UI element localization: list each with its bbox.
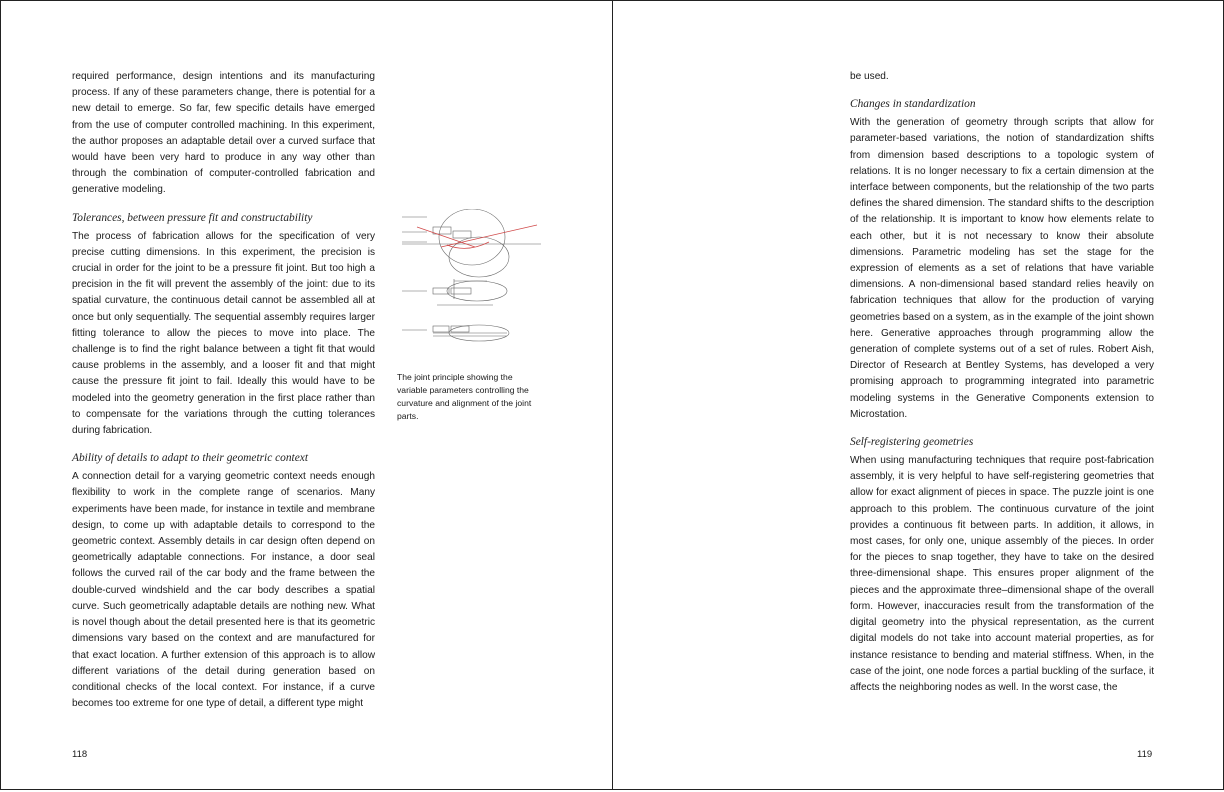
diagram-section-top: [402, 209, 541, 277]
paragraph-adaptable-details: A connection detail for a varying geometric context needs enough flexibility to work in the complete range of scenarios. Many experiments have been made, for instance in textile and membrane design, to come up with adaptable details to correspond to the geometric context. Assembly details in car design often depend on geometrically adaptable connections. For instance, a door seal follows the curved rail of the car body and the frame between the double-curved windshield and the car body describes a spatial curve. Such geometrically adaptable details are nothing new. What is novel though about the detail presented here is that its geometric dimensions vary based on the context and are manufactured for that exact location. A further extension of this approach is to allow different variations of the detail during generation based on conditional checks of the local context. For instance, if a curve becomes too extreme for one type of detail, a different type might: [72, 471, 375, 710]
paragraph-self-registering: When using manufacturing techniques that require post-fabrication assembly, it is very helpful to have self-registering geometries that allow for exact alignment of pieces in space. The puzzle joint is one approach to this problem. The continuous curvature of the joint provides a continuous fit between parts. In addition, it allows, in most cases, for only one, unique assembly of the pieces. In order for the pieces to snap together, they have to take on the desired three-dimensional shape. This ensures proper alignment of the pieces and the approximate three–dimensional shape of the overall form. However, inaccuracies result from the transformation of the digital geometry into the physical representation, as the current digital models do not take into account material properties, as for instance resistance to bending and material stiffness. When, in the case of the joint, one node forces a partial buckling of the surface, it affects the neighboring nodes as well. In the worst case, the: [850, 455, 1154, 693]
joint-diagram-svg: [397, 209, 543, 353]
heading-self-registering: Self-registering geometries: [850, 436, 974, 449]
joint-diagram: [397, 209, 543, 353]
heading-tolerances: Tolerances, between pressure fit and constructability: [72, 211, 313, 224]
right-text-column: [850, 69, 1154, 696]
left-text-column: [72, 69, 375, 712]
page-number-left: 118: [72, 749, 88, 760]
figure-caption: The joint principle showing the variable parameters controlling the curvature and alignment of the joint parts.: [397, 371, 532, 422]
diagram-curvature-lines: [417, 225, 537, 248]
heading-adaptable-details: Ability of details to adapt to their geometric context: [72, 452, 308, 465]
left-page: [0, 0, 613, 790]
diagram-section-middle: [402, 279, 507, 305]
paragraph-standardization: With the generation of geometry through scripts that allow for parameter-based variations, the notion of standardization shifts from dimension based descriptions to a topologic system of relations. It is no longer necessary to fix a certain dimension at the interface between components, but the relationship of the two parts defines the shared dimension. The standard shifts to the description of the relationship. It is important to know how elements relate to each other, but it is not necessary to know their absolute dimensions. Parametric modeling has set the stage for the expression of elements as a set of relations that have variable dimensions. A non-dimensional based standard relies heavily on fabrication techniques that allow for the production of varying geometries based on a system, as in the example of the joint shown here. Generative approaches through programming allow the generation of complete systems out of a set of rules. Robert Aish, Director of Research at Bentley Systems, has developed a very promising approach to programming integrated into parametric modeling systems in the Generative Components extension to Microstation.: [850, 117, 1154, 420]
right-intro-paragraph: be used.: [850, 71, 889, 82]
paragraph-tolerances: The process of fabrication allows for the specification of very precise cutting dimensions. In this experiment, the precision is crucial in order for the joint to be a pressure fit joint. But too high a precision in the fit will prevent the assembly of the joint: due to its spatial curvature, the continuous detail cannot be assembled all at once but only sequentially. The sequential assembly requires larger fitting tolerance to allow the pieces to move into place. The challenge is to find the right balance between a tight fit that would cause problems in the assembly, and a looser fit and that might cause the pressure fit joint to fail. Ideally this would have to be modeled into the geometry generation in the first place rather than to compensate for the variations through the cutting tolerances during fabrication.: [72, 230, 375, 437]
diagram-section-bottom: [402, 325, 509, 341]
left-intro-paragraph: required performance, design intentions and its manufacturing process. If any of these parameters change, there is potential for a new detail to emerge. So far, few specific details have emerged from the use of computer controlled machining. In this experiment, the author proposes an adaptable detail over a curved surface that would have been very hard to produce in any way other than through the combination of computer-controlled fabrication and generative modeling.: [72, 71, 375, 196]
page-number-right: 119: [1137, 749, 1153, 760]
right-page: [612, 0, 1224, 790]
heading-standardization: Changes in standardization: [850, 98, 976, 111]
